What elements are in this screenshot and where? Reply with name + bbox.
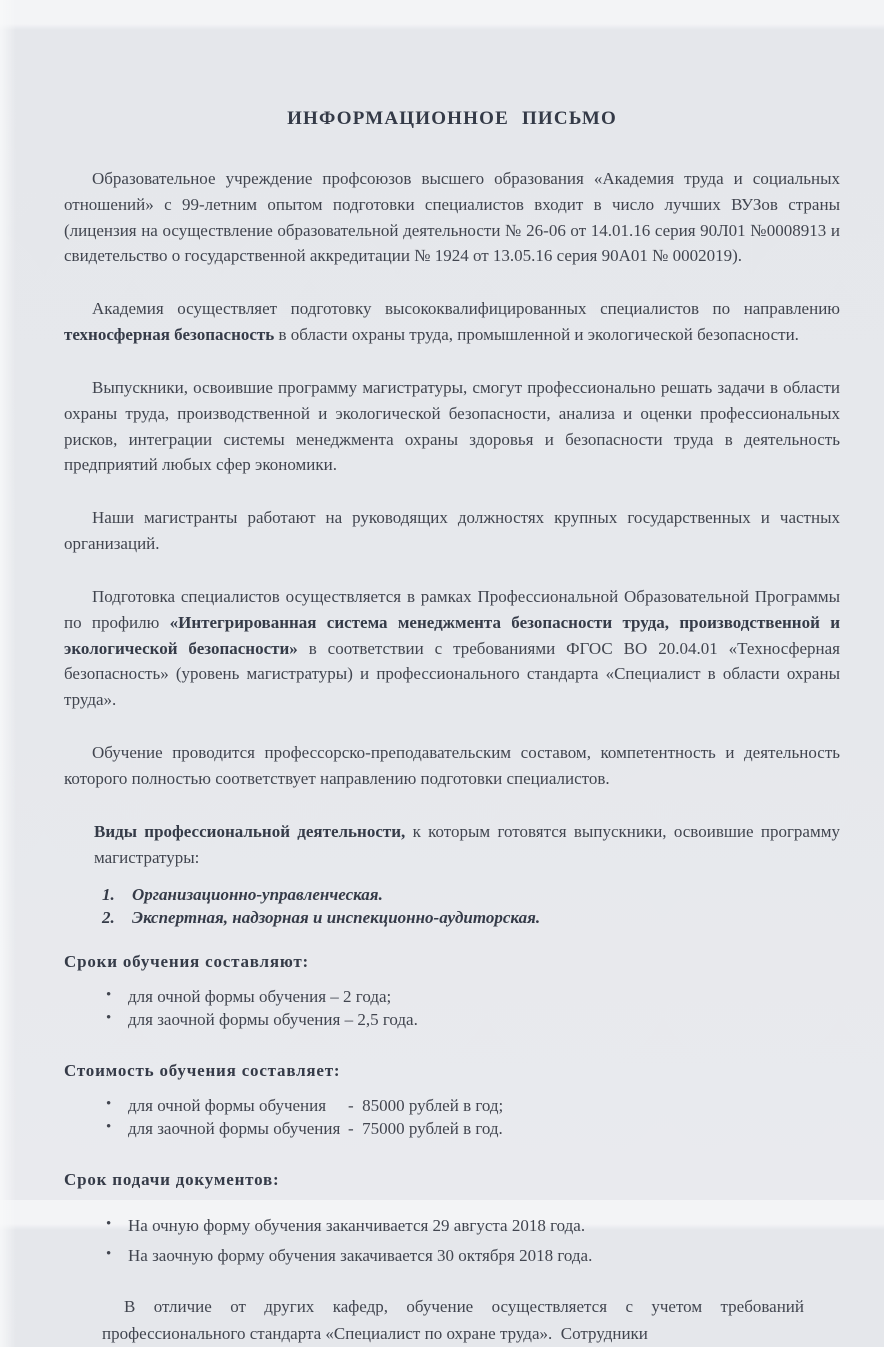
masters-paragraph: Наши магистранты работают на руководящих должностях крупных государственных и частных организаций.: [64, 508, 840, 554]
cost-item-value: - 85000 рублей в год;: [348, 1096, 504, 1116]
terms-heading: Сроки обучения составляют:: [64, 952, 310, 972]
bullet-icon: •: [106, 1118, 112, 1135]
teachers-paragraph: Обучение проводится профессорско-преподавательским составом, компетентность и деятельность которого полностью соответствует направлению подготовки специалистов.: [64, 743, 840, 788]
list-item: [106, 1095, 840, 1117]
deadline-heading: Срок подачи документов:: [64, 1170, 280, 1190]
graduates-paragraph: Выпускники, освоившие программу магистратуры, смогут профессионально решать задачи в области охраны труда, производственной и экологической безопасности, анализа и оценки профессиональных рисков, интеграции системы менеджмента охраны здоровья и безопасности труда в деятельность предприятий любых сфер экономики.: [64, 377, 840, 475]
activities-intro-bold: Виды профессиональной деятельности,: [94, 821, 406, 841]
cost-item-value: - 75000 рублей в год.: [348, 1118, 503, 1138]
bullet-icon: •: [106, 1009, 112, 1026]
bullet-icon: •: [106, 1216, 112, 1233]
activities-list: [102, 884, 840, 930]
academy-text-bold: техносферная безопасность: [64, 325, 275, 345]
cost-item-label: для очной формы обучения: [128, 1096, 327, 1116]
list-item: [106, 1214, 840, 1238]
program-text-pre: Подготовка специалистов осуществляется в рамках Профессиональной Образовательной Программы по профилю: [64, 586, 840, 632]
intro-paragraph: Образовательное учреждение профсоюзов высшего образования «Академия труда и социальных отношений» с 99-летним опытом подготовки специалистов входит в число лучших ВУЗов страны (лицензия на осуществление образовательной деятельности № 26-06 от 14.01.16 серия 90Л01 №0008913 и свидетельство о государственной аккредитации № 1924 от 13.05.16 серия 90А01 № 0002019).: [64, 169, 840, 266]
list-item: [106, 1118, 840, 1140]
document-title: ИНФОРМАЦИОННОЕ ПИСЬМО: [287, 108, 617, 129]
cost-heading: Стоимость обучения составляет:: [64, 1061, 341, 1081]
list-item: [106, 1009, 840, 1031]
list-item-text: для заочной формы обучения – 2,5 года.: [128, 1009, 418, 1029]
terms-list: [106, 986, 840, 1031]
list-item: [106, 1244, 840, 1268]
bullet-icon: •: [106, 1096, 112, 1113]
bullet-icon: •: [106, 1246, 112, 1263]
list-item: [102, 907, 840, 930]
list-item: [102, 884, 840, 907]
list-item-text: На заочную форму обучения закачивается 30 октября 2018 года.: [128, 1246, 593, 1266]
list-item-text: для очной формы обучения – 2 года;: [128, 987, 392, 1007]
bullet-icon: •: [106, 987, 112, 1004]
deadline-list: [106, 1214, 840, 1268]
list-item: [106, 986, 840, 1008]
academy-text-post: в области охраны труда, промышленной и экологической безопасности.: [274, 325, 799, 345]
list-item-number: 1.: [102, 885, 115, 905]
activities-intro-paragraph: [94, 819, 840, 871]
program-text-bold: «Интегрированная система менеджмента безопасности труда, производственной и экологической безопасности»: [64, 612, 840, 658]
program-paragraph: [64, 584, 840, 713]
list-item-text: На очную форму обучения заканчивается 29 августа 2018 года.: [128, 1216, 586, 1236]
list-item-number: 2.: [102, 908, 115, 928]
program-text-post: в соответствии с требованиями ФГОС ВО 20.04.01 «Техносферная безопасность» (уровень магистратуры) и профессионального стандарта «Специалист в области охраны труда».: [64, 638, 840, 710]
academy-text-pre: Академия осуществляет подготовку высококвалифицированных специалистов по направлению: [92, 299, 840, 319]
activities-intro-post: к которым готовятся выпускники, освоившие программу магистратуры:: [94, 821, 840, 867]
list-item-text: Экспертная, надзорная и инспекционно-аудиторская.: [132, 908, 541, 928]
academy-paragraph: [64, 296, 840, 348]
closing-paragraph: В отличие от других кафедр, обучение осуществляется с учетом требований профессионального стандарта «Специалист по охране труда». Сотрудники: [102, 1297, 809, 1343]
cost-list: [106, 1095, 840, 1140]
cost-item-label: для заочной формы обучения: [128, 1118, 341, 1138]
list-item-text: Организационно-управленческая.: [132, 885, 383, 905]
